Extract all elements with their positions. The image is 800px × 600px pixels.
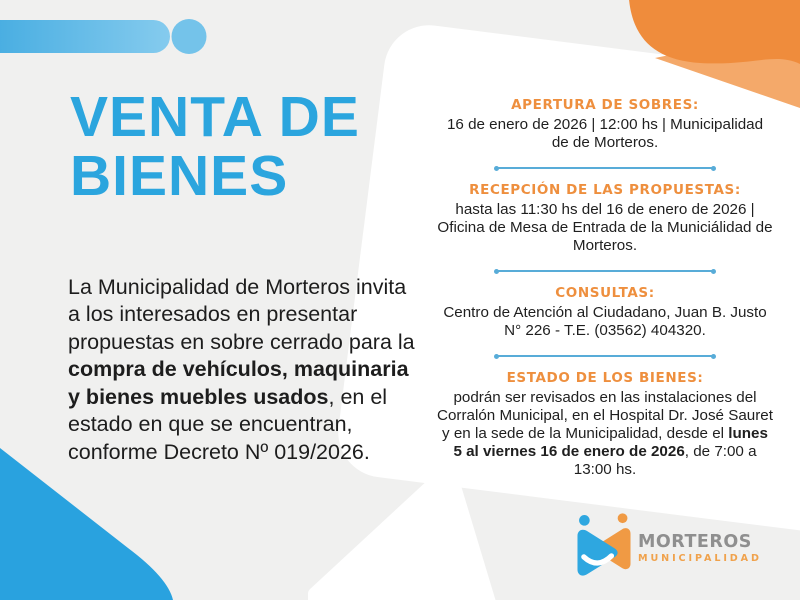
pill-decoration [0, 20, 170, 53]
blue-corner-decoration [0, 448, 173, 600]
section-heading: CONSULTAS: [555, 285, 655, 301]
intro-text: La Municipalidad de Morteros invita a los interesados en presentar propuestas en sobre cerrado para la [68, 274, 415, 354]
section-recepcion-propuestas [437, 182, 773, 255]
white-wedge-shape [315, 470, 490, 600]
title-line-2: BIENES [70, 144, 289, 208]
intro-paragraph [68, 274, 424, 467]
logo-text [638, 533, 762, 565]
section-heading: ESTADO DE LOS BIENES: [506, 370, 704, 386]
morteros-municipality-logo [570, 506, 762, 576]
section-body: Centro de Atención al Ciudadano, Juan B. Justo N° 226 - T.E. (03562) 404320. [443, 304, 767, 339]
divider-line [496, 355, 714, 357]
page-title [70, 85, 430, 208]
divider-line [496, 270, 714, 272]
dot-decoration [172, 19, 207, 54]
morteros-logo-icon [570, 506, 638, 576]
section-body: hasta las 11:30 hs del 16 de enero de 2026 | Oficina de Mesa de Entrada de la Municiálidad de Morteros. [437, 201, 773, 254]
details-column [437, 97, 773, 479]
section-body [437, 389, 773, 479]
intro-text-end: , en el estado en que se encuentran, conforme Decreto Nº 019/2026. [68, 384, 388, 465]
section-consultas [437, 285, 773, 340]
section-body-bold: lunes 5 al viernes 16 de enero de 2026 [453, 425, 768, 460]
section-body-text-end: , de 7:00 a 13:00 hs. [573, 443, 757, 478]
section-heading: APERTURA DE SOBRES: [511, 97, 699, 113]
logo-name: MORTEROS [638, 532, 752, 552]
divider-line [496, 167, 714, 169]
section-body-text: podrán ser revisados en las instalaciones del Corralón Municipal, en el Hospital Dr. José Sauret y en la sede de la Municipalidad, desde el [437, 389, 773, 442]
section-heading: RECEPCIÓN DE LAS PROPUESTAS: [469, 182, 741, 198]
section-apertura-de-sobres [437, 97, 773, 152]
section-body: 16 de enero de 2026 | 12:00 hs | Municipalidad de de Morteros. [446, 116, 764, 151]
title-line-1: VENTA DE [70, 85, 360, 149]
logo-subtitle: MUNICIPALIDAD [638, 553, 762, 564]
section-estado-bienes [437, 370, 773, 479]
intro-bold-text: compra de vehículos, maquinaria y bienes muebles usados [68, 357, 409, 409]
